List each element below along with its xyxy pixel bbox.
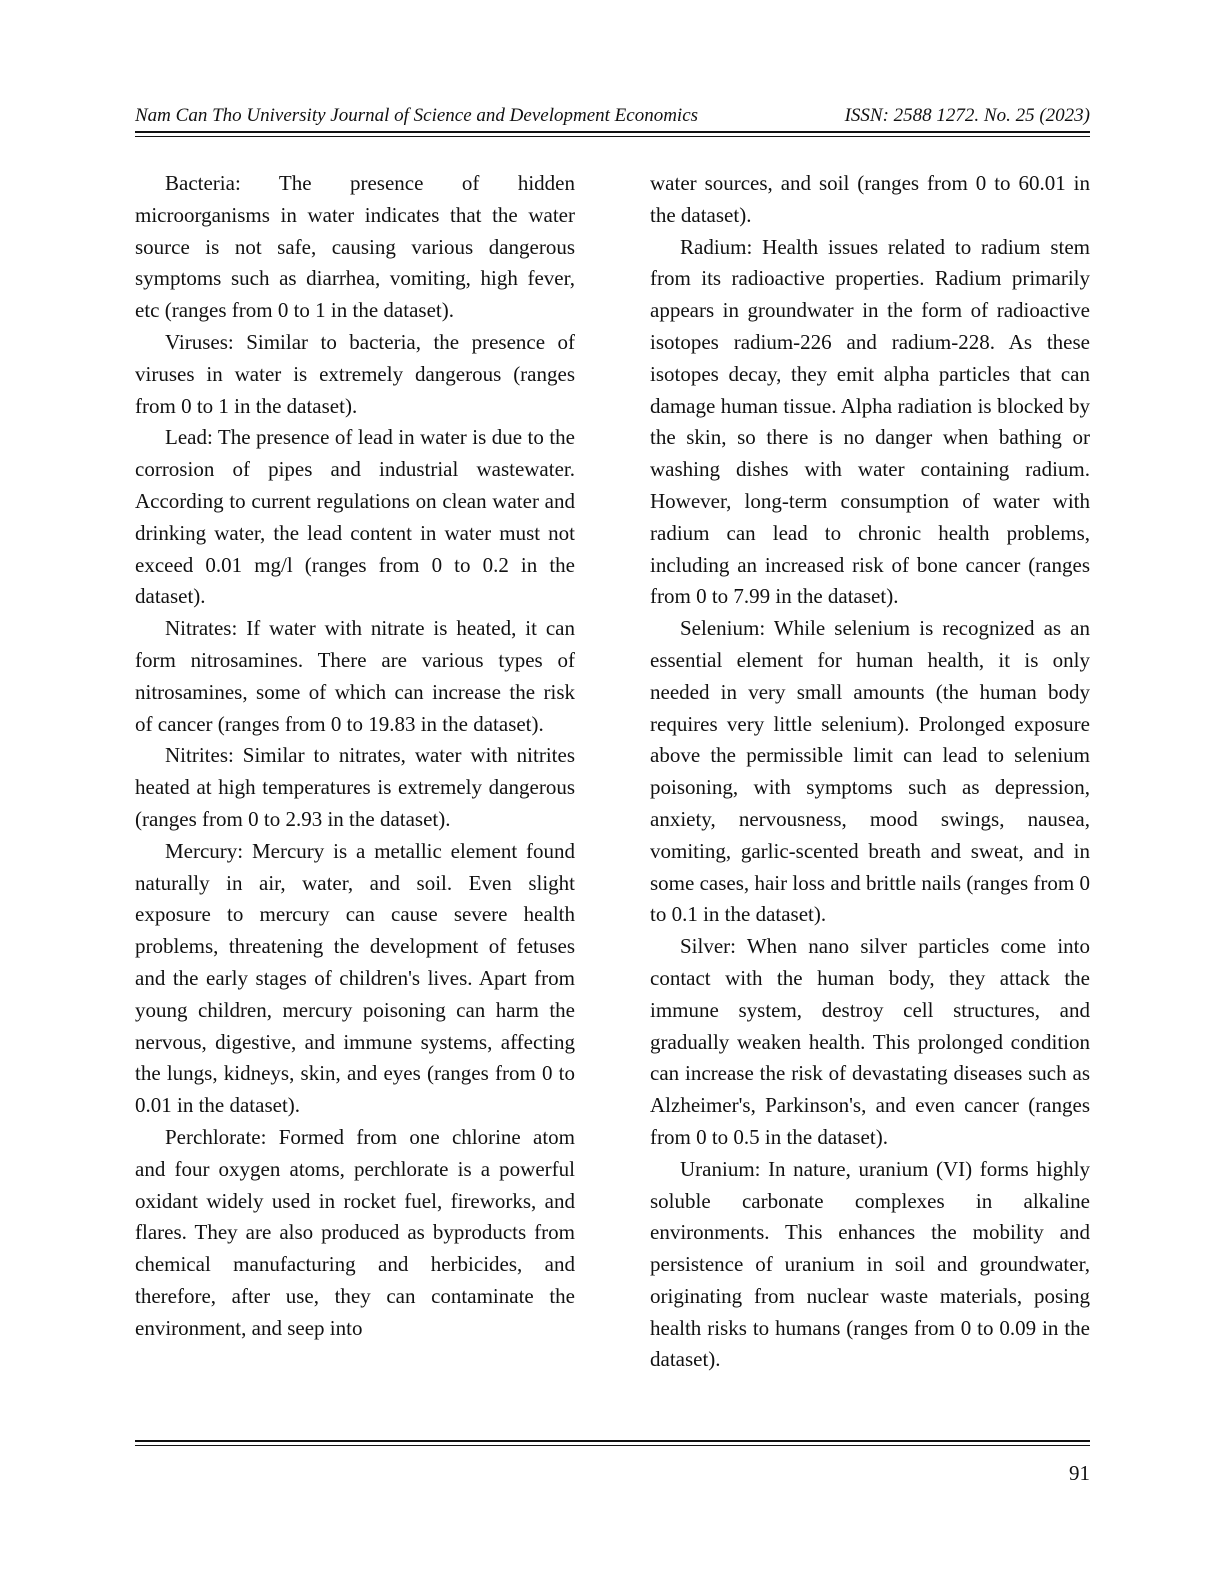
paragraph-uranium: Uranium: In nature, uranium (VI) forms highly soluble carbonate complexes in alkaline environments. This enhances the mobility and persistence of uranium in soil and groundwater, originating from nuclear waste materials, posing health risks to humans (ranges from 0 to 0.09 in the dataset). (650, 1156, 1090, 1372)
right-column (650, 168, 1090, 1376)
paragraph-nitrates: Nitrates: If water with nitrate is heated, it can form nitrosamines. There are various types of nitrosamines, some of which can increase the risk of cancer (ranges from 0 to 19.83 in the dataset). (135, 616, 575, 736)
footer-rule-thin (135, 1445, 1090, 1446)
page-number: 91 (1069, 1461, 1090, 1485)
journal-title: Nam Can Tho University Journal of Science and Development Economics (135, 105, 699, 126)
paragraph-perchlorate-continued: water sources, and soil (ranges from 0 to 60.01 in the dataset). (650, 171, 1090, 227)
paragraph-mercury: Mercury: Mercury is a metallic element found naturally in air, water, and soil. Even slight exposure to mercury can cause severe health problems, threatening the development of fetuses and the early stages of children's lives. Apart from young children, mercury poisoning can harm the nervous, digestive, and immune systems, affecting the lungs, kidneys, skin, and eyes (ranges from 0 to 0.01 in the dataset). (135, 838, 575, 1118)
issn-issue: ISSN: 2588 1272. No. 25 (2023) (844, 105, 1090, 126)
paragraph-nitrites: Nitrites: Similar to nitrates, water with nitrites heated at high temperatures is extremely dangerous (ranges from 0 to 2.93 in the dataset). (135, 743, 575, 831)
paragraph-silver: Silver: When nano silver particles come into contact with the human body, they attack the immune system, destroy cell structures, and gradually weaken health. This prolonged condition can increase the risk of devastating diseases such as Alzheimer's, Parkinson's, and even cancer (ranges from 0 to 0.5 in the dataset). (650, 934, 1090, 1149)
paragraph-perchlorate: Perchlorate: Formed from one chlorine atom and four oxygen atoms, perchlorate is a powerful oxidant widely used in rocket fuel, fireworks, and flares. They are also produced as byproducts from chemical manufacturing and herbicides, and therefore, after use, they can contaminate the environment, and seep into (135, 1124, 575, 1340)
header-rule-thin (135, 136, 1090, 137)
footer-rule-thick (135, 1440, 1090, 1442)
paragraph-viruses: Viruses: Similar to bacteria, the presence of viruses in water is extremely dangerous (ranges from 0 to 1 in the dataset). (135, 329, 575, 418)
paragraph-lead: Lead: The presence of lead in water is due to the corrosion of pipes and industrial wastewater. According to current regulations on clean water and drinking water, the lead content in water must not exceed 0.01 mg/l (ranges from 0 to 0.2 in the dataset). (135, 425, 575, 609)
left-column (135, 168, 575, 1344)
running-header (135, 102, 1090, 132)
header-rule-thick (135, 131, 1090, 133)
paragraph-bacteria: Bacteria: The presence of hidden microorganisms in water indicates that the water source is not safe, causing various dangerous symptoms such as diarrhea, vomiting, high fever, etc (ranges from 0 to 1 in the dataset). (135, 171, 575, 323)
paragraph-selenium: Selenium: While selenium is recognized as an essential element for human health, it is only needed in very small amounts (the human body requires very little selenium). Prolonged exposure above the permissible limit can lead to selenium poisoning, with symptoms such as depression, anxiety, nervousness, mood swings, nausea, vomiting, garlic-scented breath and sweat, and in some cases, hair loss and brittle nails (ranges from 0 to 0.1 in the dataset). (650, 616, 1090, 927)
paragraph-radium: Radium: Health issues related to radium stem from its radioactive properties. Radium primarily appears in groundwater in the form of radioactive isotopes radium-226 and radium-228. As these isotopes decay, they emit alpha particles that can damage human tissue. Alpha radiation is blocked by the skin, so there is no danger when bathing or washing dishes with water containing radium. However, long-term consumption of water with radium can lead to chronic health problems, including an increased risk of bone cancer (ranges from 0 to 7.99 in the dataset). (650, 234, 1090, 609)
